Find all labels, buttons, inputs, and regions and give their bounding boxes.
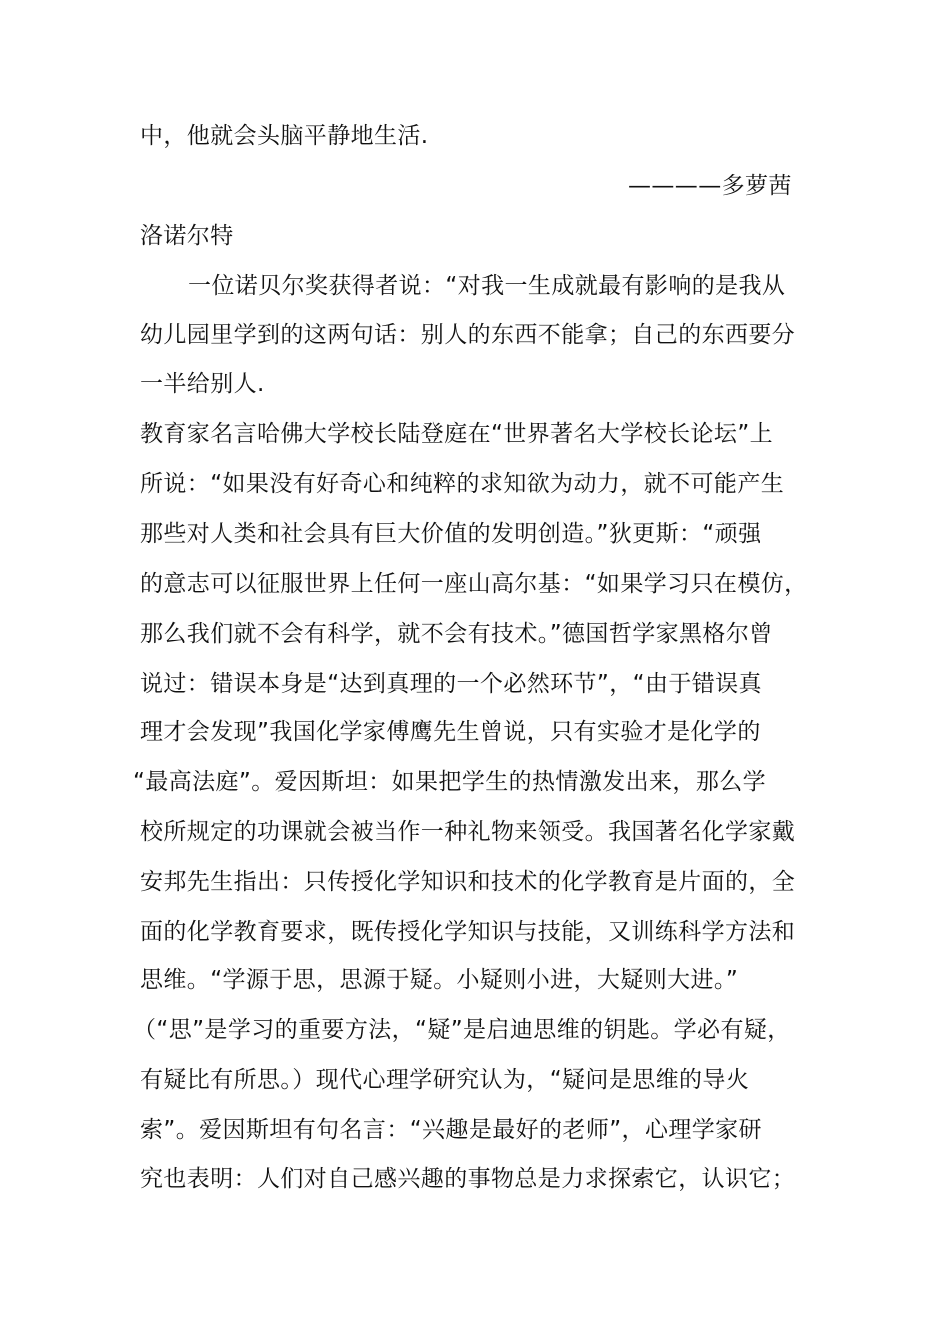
- text-line: 校所规定的功课就会被当作一种礼物来领受。我国著名化学家戴: [140, 819, 796, 845]
- text-line: 理才会发现”我国化学家傅鹰先生曾说，只有实验才是化学的: [140, 719, 761, 745]
- text-line: 洛诺尔特: [140, 223, 234, 249]
- attribution-line: ————多萝茜: [628, 173, 792, 199]
- text-line: 思维。“学源于思，思源于疑。小疑则小进，大疑则大进。”: [140, 967, 739, 993]
- text-line: 面的化学教育要求，既传授化学知识与技能，又训练科学方法和: [140, 919, 796, 945]
- text-line: 有疑比有所思。）现代心理学研究认为，“疑问是思维的导火: [140, 1067, 750, 1093]
- text-line: 所说：“如果没有好奇心和纯粹的求知欲为动力，就不可能产生: [140, 471, 785, 497]
- text-line: 的意志可以征服世界上任何一座山高尔基：“如果学习只在模仿，: [140, 571, 808, 597]
- text-line: “最高法庭”。爱因斯坦：如果把学生的热情激发出来，那么学: [133, 769, 767, 795]
- text-line: 说过：错误本身是“达到真理的一个必然环节”，“由于错误真: [140, 671, 762, 697]
- text-line: 究也表明：人们对自己感兴趣的事物总是力求探索它，认识它；: [140, 1166, 796, 1192]
- text-line: 中，他就会头脑平静地生活.: [140, 123, 429, 149]
- text-line: （“思”是学习的重要方法，“疑”是启迪思维的钥匙。学必有疑，: [133, 1017, 791, 1043]
- text-line: 幼儿园里学到的这两句话：别人的东西不能拿；自己的东西要分: [140, 322, 796, 348]
- text-line: 那些对人类和社会具有巨大价值的发明创造。”狄更斯：“顽强: [140, 521, 762, 547]
- text-line: 那么我们就不会有科学，就不会有技术。”德国哲学家黑格尔曾: [140, 621, 773, 647]
- text-line: 教育家名言哈佛大学校长陆登庭在“世界著名大学校长论坛”上: [140, 421, 774, 447]
- paragraph-first-line: 一位诺贝尔奖获得者说：“对我一生成就最有影响的是我从: [188, 273, 786, 299]
- text-line: 索”。爱因斯坦有句名言：“兴趣是最好的老师”，心理学家研: [140, 1117, 762, 1143]
- text-line: 一半给别人.: [140, 371, 265, 397]
- text-line: 安邦先生指出：只传授化学知识和技术的化学教育是片面的，全: [140, 869, 796, 895]
